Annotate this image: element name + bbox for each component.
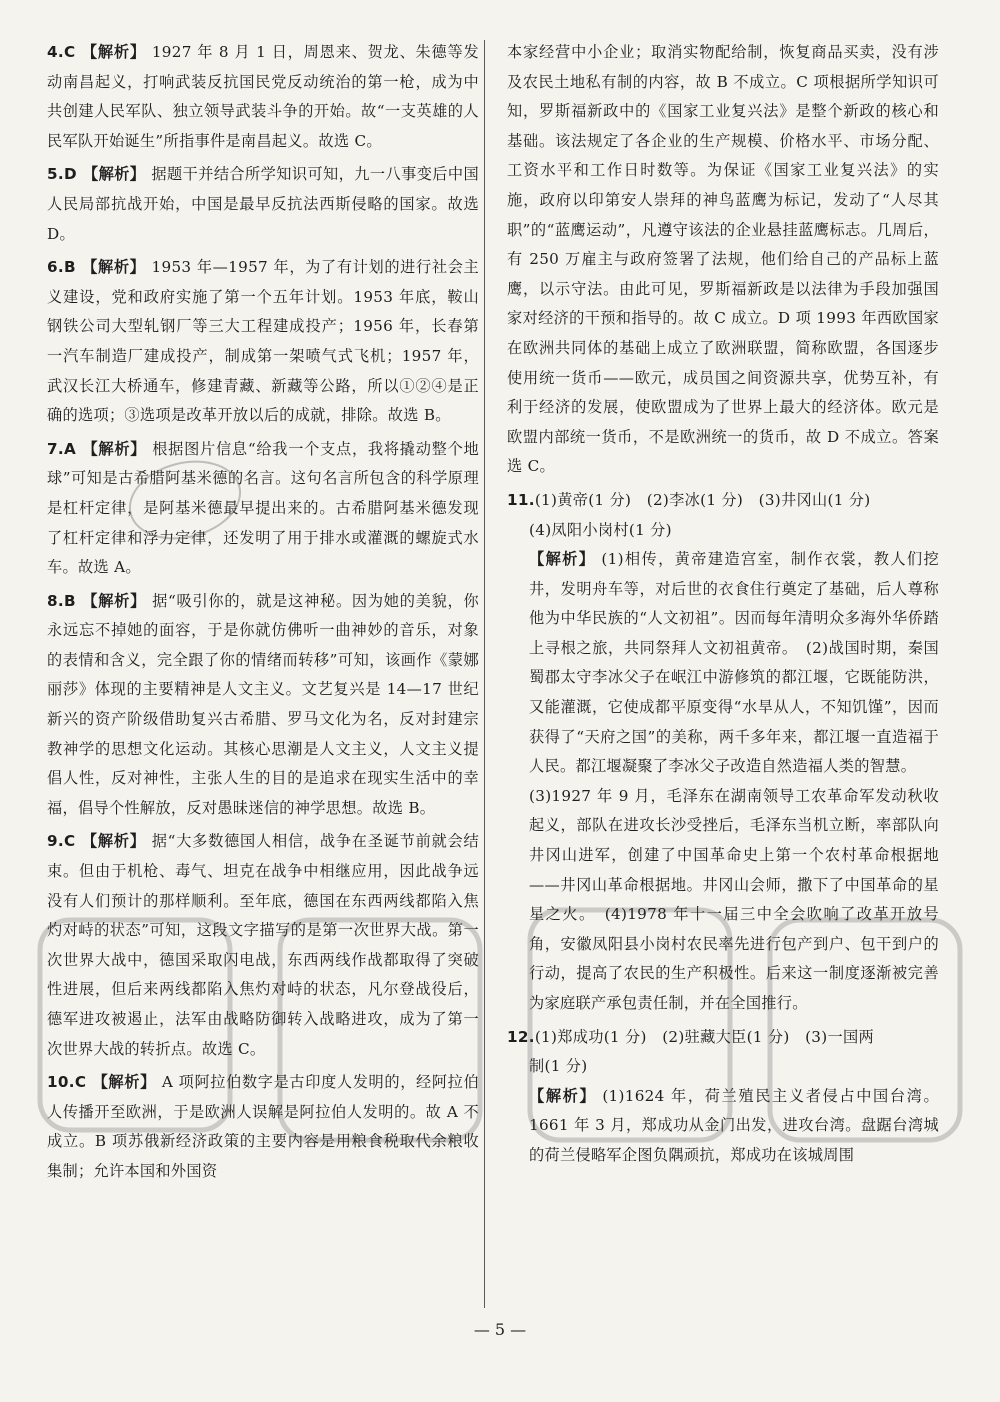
analysis-text: 1953 年—1957 年，为了有计划的进行社会主义建设，党和政府实施了第一个五年计划。1953 年底，鞍山钢铁公司大型轧钢厂等三大工程建成投产；1956 年，长春第一汽车制造厂建成投产，制成第一架喷气式飞机；1957 年，武汉长江大桥通车，修建青藏、新藏等公路，所以①②④是正确的选项；③选项是改革开放以后的成就，排除。故选 B。 — [47, 258, 479, 425]
answer-entry-9 — [47, 827, 479, 1064]
left-column — [47, 38, 479, 1191]
question-number: 7. — [47, 439, 64, 458]
analysis-paragraph — [507, 545, 939, 782]
analysis-paragraph — [507, 1082, 939, 1171]
analysis-tag: 【解析】 — [529, 550, 596, 569]
analysis-paragraph: (3)1927 年 9 月，毛泽东在湖南领导工农革命军发动秋收起义，部队在进攻长沙受挫后，毛泽东当机立断，率部队向井冈山进军，创建了中国革命史上第一个农村革命根据地——井冈山革命根据地。井冈山会师，撒下了中国革命的星星之火。 (4)1978 年十一届三中全会吹响了改革开放号角，安徽凤阳县小岗村农民率先进行包产到户、包干到户的行动，提高了农民的生产积极性。后来这一制度逐渐被完善为家庭联产承包责任制，并在全国推行。 — [529, 786, 939, 1012]
analysis-tag: 【解析】 — [82, 439, 147, 458]
answer-letter: A — [63, 439, 76, 458]
analysis-tag: 【解析】 — [92, 1073, 156, 1092]
answer-entry-11 — [507, 486, 939, 1019]
answer-entry-7 — [47, 435, 479, 583]
analysis-text: 本家经营中小企业；取消实物配给制，恢复商品买卖，没有涉及农民土地私有制的内容，故 B 不成立。C 项根据所学知识可知，罗斯福新政中的《国家工业复兴法》是整个新政的核心和基础。该法规定了各企业的生产规模、价格水平、市场分配、工资水平和工作日时数等。为保证《国家工业复兴法》的实施，政府以印第安人崇拜的神鸟蓝鹰为标记，发动了“人尽其职”的“蓝鹰运动”，凡遵守该法的企业悬挂蓝鹰标志。几周后，有 250 万雇主与政府签署了法规，他们给自己的产品标上蓝鹰，以示守法。由此可见，罗斯福新政是以法律为手段加强国家对经济的干预和指导的。故 C 成立。D 项 1993 年西欧国家在欧洲共同体的基础上成立了欧洲联盟，简称欧盟，各国逐步使用统一货币——欧元，成员国之间资源共享，优势互补，有利于经济的发展，使欧盟成为了世界上最大的经济体。欧元是欧盟内部统一货币，不是欧洲统一的货币，故 D 不成立。答案选 C。 — [507, 43, 939, 476]
analysis-tag: 【解析】 — [81, 258, 146, 277]
question-number: 5. — [47, 165, 64, 184]
answer-entry-4 — [47, 38, 479, 156]
analysis-text: 1927 年 8 月 1 日，周恩来、贺龙、朱德等发动南昌起义，打响武装反抗国民党反动统治的第一枪，成为中共创建人民军队、独立领导武装斗争的开始。故“一支英雄的人民军队开始诞生”所指事件是南昌起义。故选 C。 — [47, 43, 479, 150]
answer-letter: D — [63, 165, 77, 184]
analysis-text: 据“吸引你的，就是这神秘。因为她的美貌，你永远忘不掉她的面容，于是你就仿佛听一曲神妙的音乐，对象的表情和含义，完全跟了你的情绪而转移”可知，该画作《蒙娜丽莎》体现的主要精神是人文主义。文艺复兴是 14—17 世纪新兴的资产阶级借助复兴古希腊、罗马文化为名，反对封建宗教神学的思想文化运动。其核心思潮是人文主义，人文主义提倡人性，反对神性，主张人生的目的是追求在现实生活中的幸福，倡导个性解放，反对愚昧迷信的神学思想。故选 B。 — [47, 591, 479, 817]
question-number: 9. — [47, 832, 64, 851]
analysis-text: 据题干并结合所学知识可知，九一八事变后中国人民局部抗战开始，中国是最早反抗法西斯侵略的国家。故选 D。 — [47, 165, 479, 243]
analysis-tag: 【解析】 — [81, 591, 147, 610]
answer-letter: B — [63, 591, 76, 610]
answer-entry-8 — [47, 587, 479, 824]
answer-line — [507, 486, 939, 516]
question-number: 4. — [47, 43, 64, 61]
question-number: 12. — [507, 1027, 535, 1046]
answer-line: 制(1 分) — [529, 1057, 588, 1076]
answer-entry-5 — [47, 160, 479, 249]
column-divider — [484, 40, 485, 1308]
analysis-text: (1)1624 年，荷兰殖民主义者侵占中国台湾。1661 年 3 月，郑成功从金门出发，进攻台湾。盘踞台湾城的荷兰侵略军企图负隅顽抗，郑成功在该城周围 — [529, 1086, 939, 1164]
answer-text: (1)郑成功(1 分) (2)驻藏大臣(1 分) (3)一国两 — [534, 1027, 874, 1046]
answer-entry-10 — [47, 1068, 479, 1186]
analysis-tag: 【解析】 — [81, 43, 146, 61]
answer-letter: B — [63, 258, 76, 277]
right-column — [507, 38, 939, 1175]
page-number: — 5 — — [473, 1320, 527, 1339]
analysis-text: 根据图片信息“给我一个支点，我将撬动整个地球”可知是古希腊阿基米德的名言。这句名言所包含的科学原理是杠杆定律，是阿基米德最早提出来的。古希腊阿基米德发现了杠杆定律和浮力定律，还发明了用于排水或灌溉的螺旋式水车。故选 A。 — [47, 439, 479, 577]
answer-letter: C — [63, 43, 76, 61]
analysis-tag: 【解析】 — [82, 165, 146, 184]
question-number: 6. — [47, 258, 64, 277]
answer-letter: C — [63, 832, 76, 851]
answer-letter: C — [74, 1073, 87, 1092]
answer-line: (4)凤阳小岗村(1 分) — [529, 520, 672, 539]
question-number: 10. — [47, 1073, 75, 1092]
answer-entry-12 — [507, 1023, 939, 1171]
analysis-tag: 【解析】 — [529, 1086, 597, 1105]
analysis-text: A 项阿拉伯数字是古印度人发明的，经阿拉伯人传播开至欧洲，于是欧洲人误解是阿拉伯人发明的。故 A 不成立。B 项苏俄新经济政策的主要内容是用粮食税取代余粮收集制；允许本国和外国资 — [47, 1073, 479, 1180]
answer-entry-10-continued — [507, 38, 939, 482]
analysis-text: 据“大多数德国人相信，战争在圣诞节前就会结束。但由于机枪、毒气、坦克在战争中相继应用，因此战争远没有人们预计的那样顺利。至年底，德国在东西两线都陷入焦灼对峙的状态”可知，这段文字描写的是第一次世界大战。第一次世界大战中，德国采取闪电战，东西两线作战都取得了突破性进展，但后来两线都陷入焦灼对峙的状态，凡尔登战役后，德军进攻被遏止，法军由战略防御转入战略进攻，成为了第一次世界大战的转折点。故选 C。 — [47, 832, 479, 1058]
answer-line — [507, 1023, 939, 1053]
answer-text: (1)黄帝(1 分) (2)李冰(1 分) (3)井冈山(1 分) — [534, 490, 871, 509]
answer-entry-6 — [47, 253, 479, 431]
question-number: 11. — [507, 490, 535, 509]
analysis-text: (1)相传，黄帝建造宫室，制作衣裳，教人们挖井，发明舟车等，对后世的衣食住行奠定了基础，后人尊称他为中华民族的“人文初祖”。因而每年清明众多海外华侨踏上寻根之旅，共同祭拜人文初祖黄帝。 (2)战国时期，秦国蜀郡太守李冰父子在岷江中游修筑的都江堰，它既能防洪，又能灌溉，它使成都平原变得“水旱从人，不知饥馑”，因而获得了“天府之国”的美称，两千多年来，都江堰一直造福于人民。都江堰凝聚了李冰父子改造自然造福人类的智慧。 — [529, 550, 939, 776]
question-number: 8. — [47, 591, 64, 610]
analysis-tag: 【解析】 — [81, 832, 146, 851]
